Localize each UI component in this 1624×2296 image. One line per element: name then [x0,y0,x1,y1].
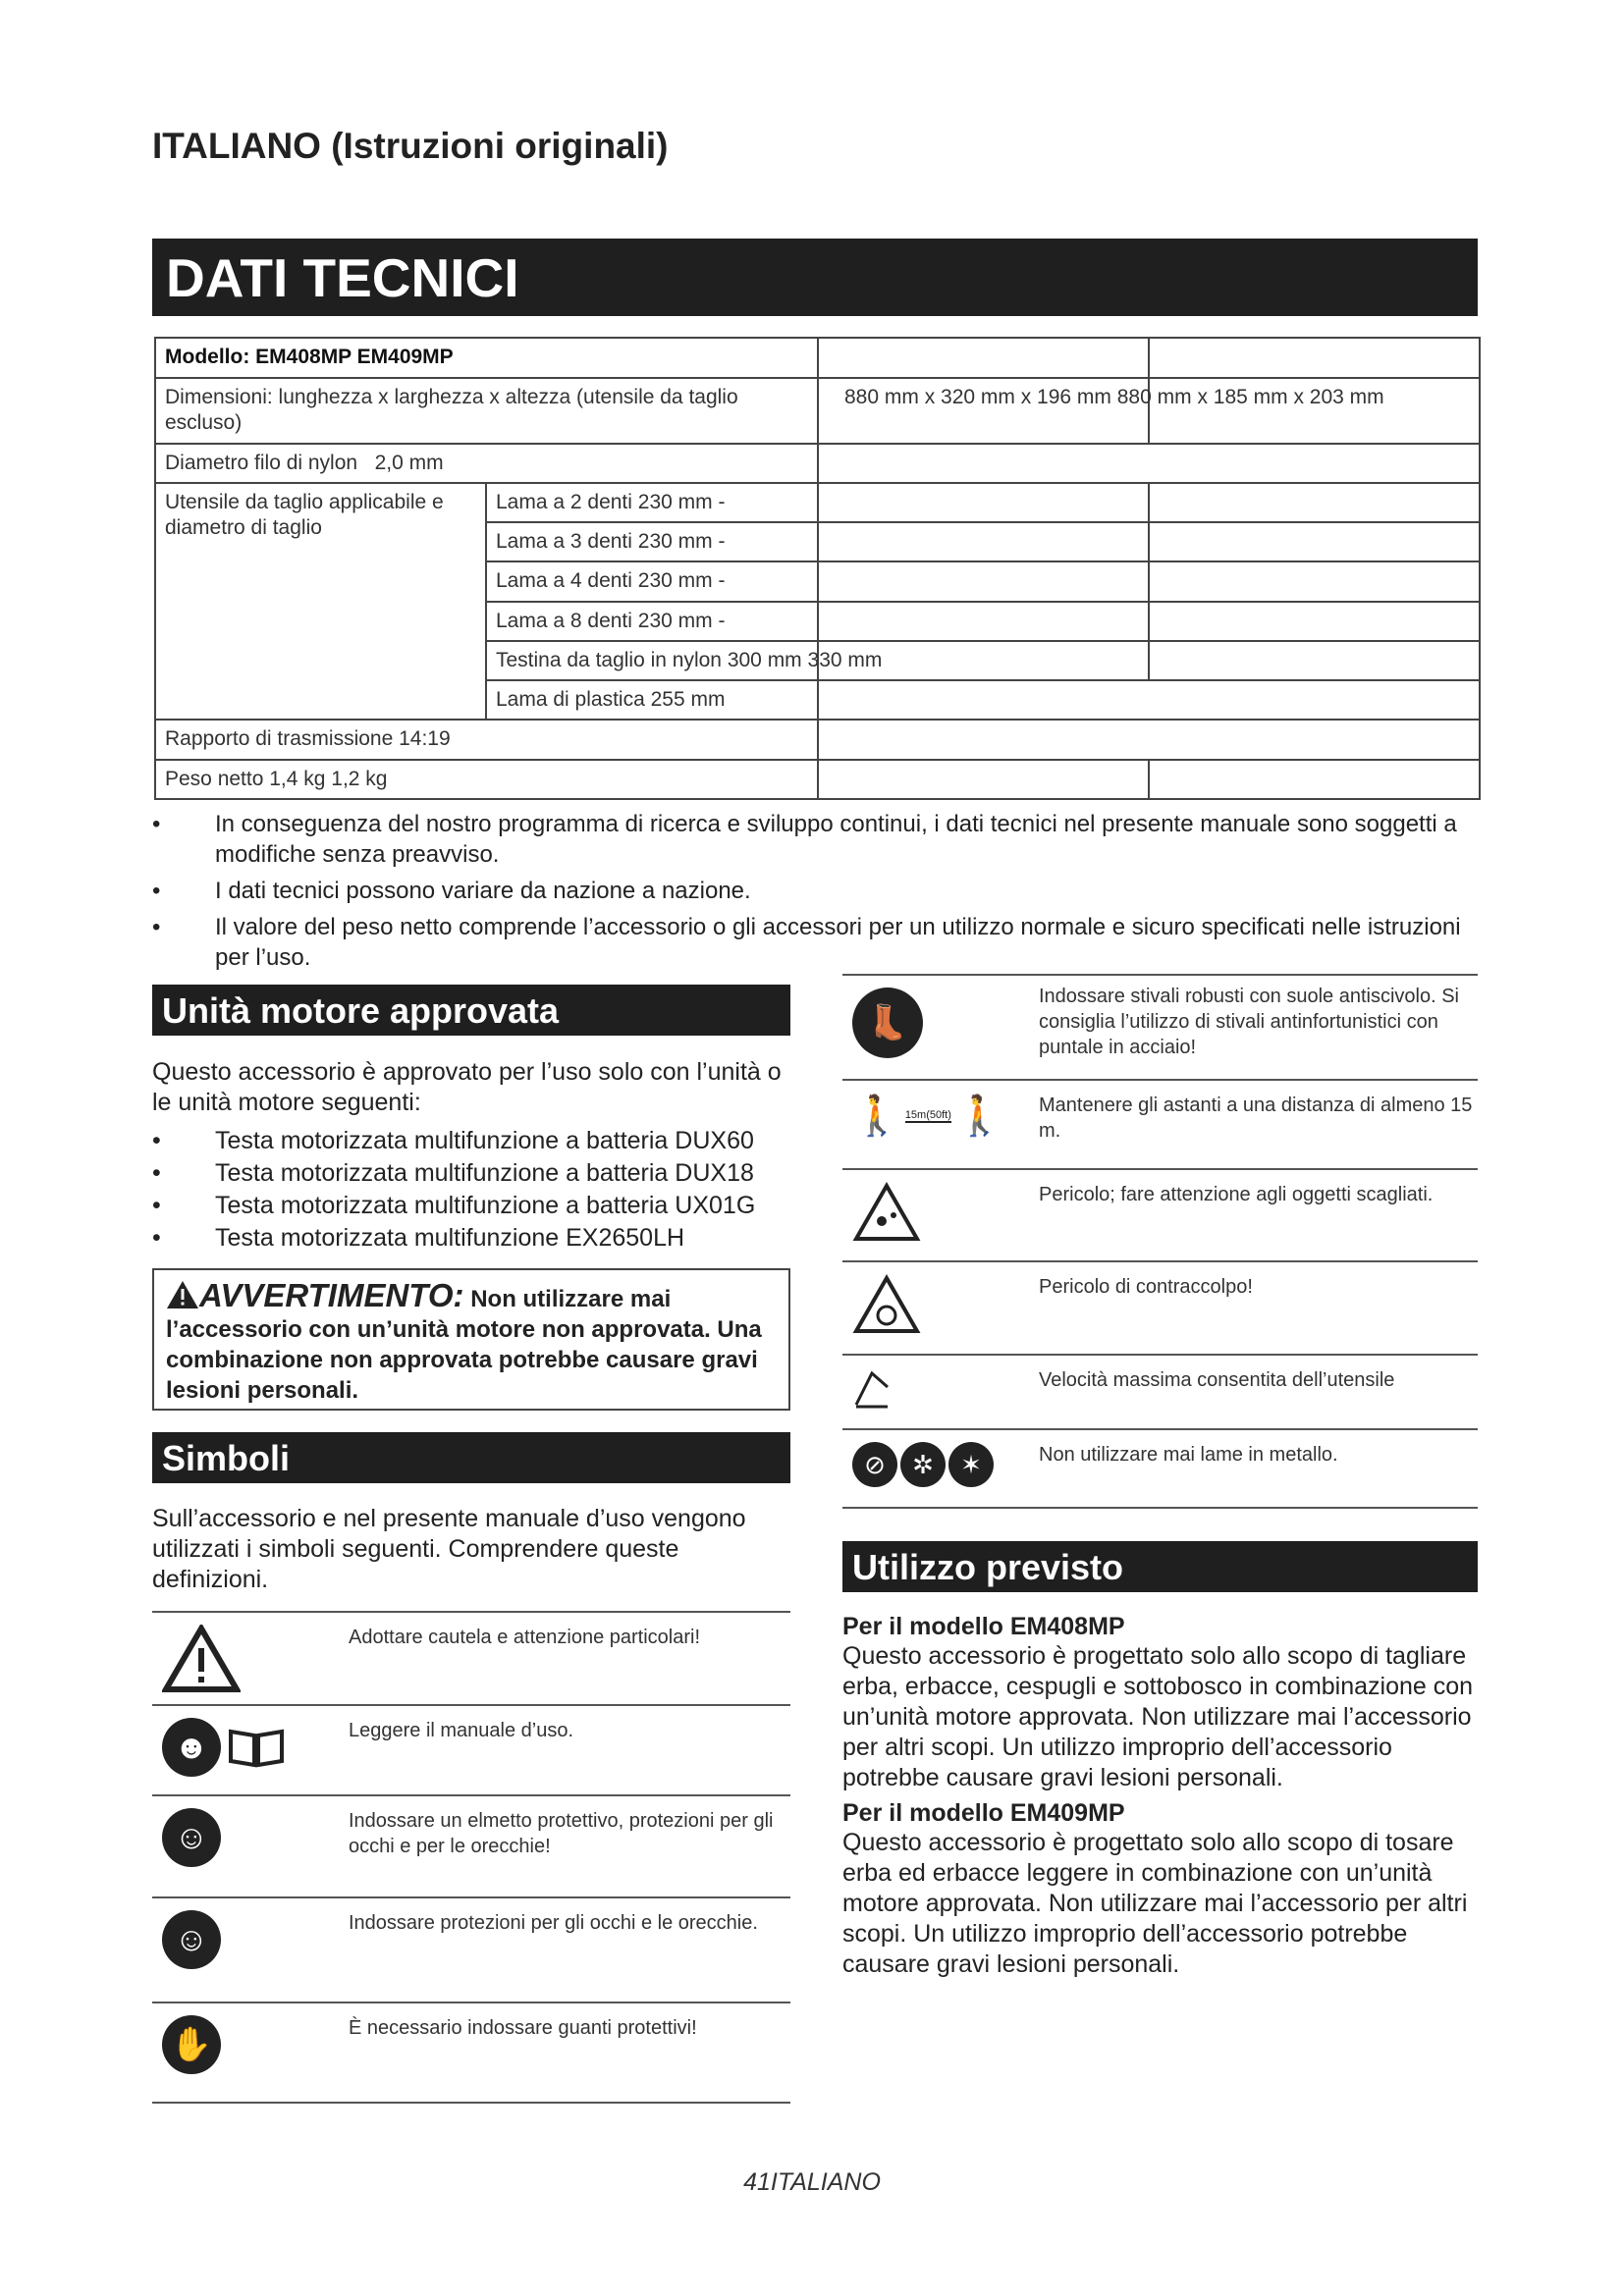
spec-cutting-tool: Lama a 2 denti 230 mm - [486,483,818,522]
spec-dimensions-value: 880 mm x 320 mm x 196 mm 880 mm x 185 mm x 203 mm [818,378,1149,444]
symbol-text: Pericolo; fare attenzione agli oggetti scagliati. [1039,1169,1478,1261]
symbol-text: Adottare cautela e attenzione particolari! [349,1612,790,1705]
note-item: • I dati tecnici possono variare da nazione a nazione. [152,876,1478,906]
spec-cutting-tool-label: Utensile da taglio applicabile e diametro di taglio [155,483,486,721]
symbol-text: È necessario indossare guanti protettivi! [349,2002,790,2103]
symbol-text: Pericolo di contraccolpo! [1039,1261,1478,1355]
bystander-distance-icon: 15m(50ft) [904,1108,951,1121]
max-speed-icon [852,1367,892,1413]
spec-net-weight: Peso netto 1,4 kg 1,2 kg [155,760,818,799]
symbol-text: Indossare un elmetto protettivo, protezioni per gli occhi e per le orecchie! [349,1795,790,1897]
approved-unit-heading: Unità motore approvata [152,985,790,1036]
spec-dimensions-label: Dimensioni: lunghezza x larghezza x altezza (utensile da taglio escluso) [155,378,818,444]
approved-unit-item: • Testa motorizzata multifunzione a batteria DUX60 [152,1125,790,1157]
symbols-intro: Sull’accessorio e nel presente manuale d’uso vengono utilizzati i simboli seguenti. Comprendere queste definizioni. [152,1505,746,1593]
symbol-text: Indossare stivali robusti con suole antiscivolo. Si consiglia l’utilizzo di stivali antinfortunistici con puntale in acciaio! [1039,975,1478,1080]
read-manual-icon: ☻ [162,1718,221,1777]
symbols-table-right [842,974,1478,1509]
operator-icon: 🚶 [954,1095,1004,1138]
warning-box [152,1268,790,1411]
approved-unit-item: • Testa motorizzata multifunzione EX2650LH [152,1222,790,1255]
note-item: • Il valore del peso netto comprende l’accessorio o gli accessori per un utilizzo normale e sicuro specificati nelle istruzioni per l’uso. [152,912,1478,973]
spec-cutting-tool: Lama a 3 denti 230 mm - [486,522,818,561]
specs-table [154,337,1481,800]
three-tooth-blade-icon: ✶ [948,1442,994,1487]
metal-blade-icon: ✲ [900,1442,946,1487]
spec-cutting-tool: Testina da taglio in nylon 300 mm 330 mm [486,641,818,680]
warning-title: AVVERTIMENTO: [199,1277,464,1313]
specs-heading: DATI TECNICI [152,239,1478,316]
flying-objects-icon [852,1182,921,1243]
model1-text: Questo accessorio è progettato solo allo scopo di tagliare erba, erbacce, cespugli e sottobosco in combinazione con un’unità motore approvata. Non utilizzare mai l’accessorio per altri scopi. Un utilizzo improprio dell’accessorio potrebbe causare gravi lesioni personali. [842,1642,1474,1791]
spec-gear-ratio: Rapporto di trasmissione 14:19 [155,720,818,759]
safety-boots-icon: 👢 [852,988,923,1058]
symbol-text: Leggere il manuale d’uso. [349,1705,790,1795]
spec-cutting-tool: Lama di plastica 255 mm [486,680,818,720]
symbol-text: Velocità massima consentita dell’utensile [1039,1355,1478,1429]
model2-title: Per il modello EM409MP [842,1799,1125,1827]
goggles-earmuffs-icon: ☺ [162,1910,221,1969]
spec-notes [152,809,1478,979]
spec-cutting-tool: Lama a 4 denti 230 mm - [486,561,818,601]
kickback-icon [852,1274,921,1335]
warning-text: Non utilizzare mai l’accessorio con un’unità motore non approvata. Una combinazione non approvata potrebbe causare gravi lesioni personali. [166,1286,762,1404]
helmet-goggles-earmuffs-icon: ☺ [162,1808,221,1867]
spec-nylon-diameter: Diametro filo di nylon 2,0 mm [155,444,818,483]
intended-use-heading: Utilizzo previsto [842,1541,1478,1592]
approved-unit-list [152,1125,790,1255]
symbols-table-left [152,1611,790,2104]
model2-text: Questo accessorio è progettato solo allo scopo di tosare erba ed erbacce leggere in combinazione con un’unità motore approvata. Non utilizzare mai l’accessorio per altri scopi. Un utilizzo improprio dell’accessorio potrebbe causare gravi lesioni personali. [842,1829,1468,1978]
page-footer: 41ITALIANO [743,2168,881,2196]
page-language-title: ITALIANO (Istruzioni originali) [152,126,669,166]
approved-unit-intro: Questo accessorio è approvato per l’uso solo con l’unità o le unità motore seguenti: [152,1058,782,1116]
spec-cutting-tool: Lama a 8 denti 230 mm - [486,602,818,641]
model1-title: Per il modello EM408MP [842,1613,1125,1640]
symbol-text: Mantenere gli astanti a una distanza di almeno 15 m. [1039,1080,1478,1169]
intended-use-body [842,1613,1478,1980]
no-metal-blades-icon: ⊘ [852,1442,897,1487]
warning-triangle-icon [162,1625,241,1693]
symbol-text: Indossare protezioni per gli occhi e le orecchie. [349,1897,790,2002]
open-book-icon [227,1726,286,1769]
protective-gloves-icon: ✋ [162,2015,221,2074]
approved-unit-item: • Testa motorizzata multifunzione a batteria UX01G [152,1190,790,1222]
note-item: • In conseguenza del nostro programma di ricerca e sviluppo continui, i dati tecnici nel presente manuale sono soggetti a modifiche senza preavviso. [152,809,1478,870]
symbols-heading: Simboli [152,1432,790,1483]
person-icon: 🚶 [852,1095,901,1138]
warning-triangle-icon [166,1280,199,1309]
spec-model: Modello: EM408MP EM409MP [155,338,818,378]
approved-unit-item: • Testa motorizzata multifunzione a batteria DUX18 [152,1157,790,1190]
symbol-text: Non utilizzare mai lame in metallo. [1039,1429,1478,1508]
